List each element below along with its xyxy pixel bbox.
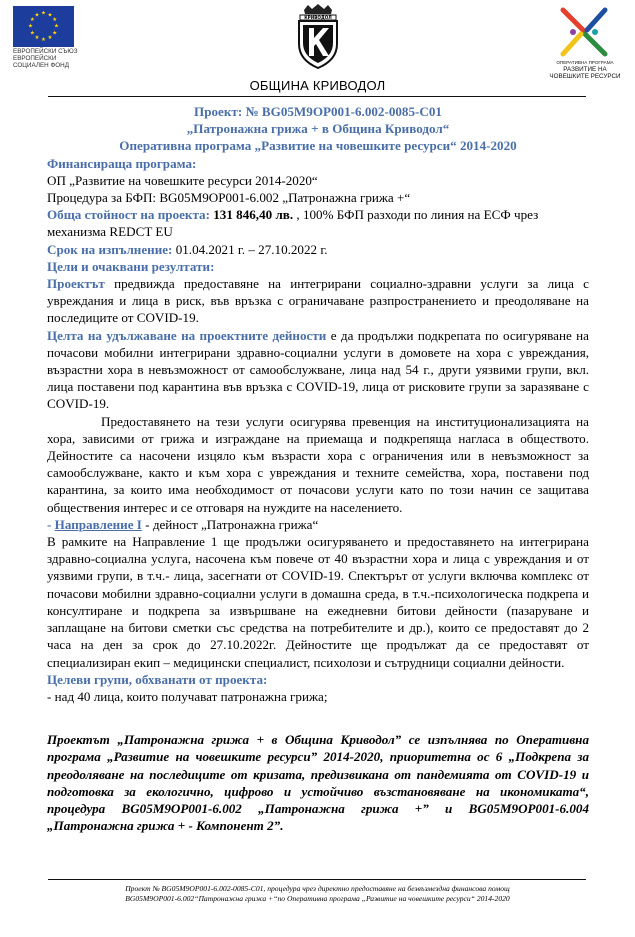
svg-text:★: ★ (29, 17, 35, 23)
svg-text:★: ★ (47, 35, 53, 41)
total-value-label: Обща стойност на проекта: (47, 207, 210, 223)
project-term-value: 01.04.2021 г. – 27.10.2022 г. (172, 241, 328, 257)
svg-text:★: ★ (29, 30, 35, 37)
svg-text:★: ★ (52, 30, 58, 37)
direction-heading (47, 516, 589, 533)
goals-paragraph-1-lead: Проектът (47, 276, 105, 292)
direction-paragraph: В рамките на Направление 1 ще продължи осигуряването и предоставянето на интегрирана здравно-социална услуга, насочена към повече от 40 възрастни хора и лица с увреждания и от уязвими групи, в т.ч.- лица, засегнати от COVID-19. Спектърът от услуги включва комплекс от почасови мобилни здравно-социални услуги в домашна среда, в т.ч.-психологическа подкрепа и консултиране и подкрепа за извършване на ежедневни битови дейности (пазаруване и заплащане на битови сметки със средства на потребителите и др.), които се предоставят до 2 часа на ден за срок до 27.10.2022г. Дейностите ще продължат да се предоставят от специализиран екип – медицински специалист, психолози и сътрудници социални дейности. (47, 534, 589, 670)
svg-text:★: ★ (41, 36, 46, 43)
svg-text:★: ★ (52, 17, 58, 23)
total-value (47, 206, 589, 240)
direction-activity: - дейност „Патронажна грижа“ (141, 516, 319, 532)
direction-label: Направление I (54, 516, 142, 532)
goals-heading: Цели и очаквани резултати: (47, 258, 215, 274)
svg-text:★: ★ (47, 12, 53, 19)
total-value-amount: 131 846,40 лв. (209, 207, 294, 223)
goals-paragraph-2 (47, 327, 589, 413)
project-term-label: Срок на изпълнение: (47, 241, 173, 257)
svg-text:★: ★ (41, 10, 46, 17)
footer-line-1: Проект № BG05M9OP001-6.002-0085-C01, процедура чрез директно предоставяне на безвъзмездна финансова помощ (125, 884, 510, 893)
project-term (47, 241, 589, 258)
footer-line-2: BG05M9OP001-6.002“Патронажна грижа +“по Оперативна програма „Развитие на човешките ресурси“ 2014-2020 (125, 894, 510, 903)
total-value-rest: , 100% БФП разходи по линия на ЕСФ чрез механизма REDCT EU (47, 207, 539, 240)
svg-text:★: ★ (28, 23, 33, 30)
eu-flag-logo (13, 6, 74, 47)
project-name: „Патронажна грижа + в Община Криводол“ (186, 121, 450, 137)
svg-text:КРИВОДОЛ: КРИВОДОЛ (304, 15, 332, 21)
goals-paragraph-1 (47, 275, 589, 327)
human-resources-logo (555, 6, 615, 58)
project-number: Проект: № BG05M9OP001-6.002-0085-C01 (194, 104, 442, 119)
goals-paragraph-1-text: предвижда предоставяне на интегрирани социално-здравни услуги за лица с увреждания и лица в риск, във връзка с ограничаване разпространението и преодоляване на последиците от COVID-19. (47, 276, 589, 326)
goals-paragraph-3: Предоставянето на тези услуги осигурява превенция на институционализацията на хора, зависими от грижа и изграждане на приемаща и подкрепяща нагласа в обществото. Дейностите са насочени изцяло към възрасти хора с ограничения или в невъзможност за самообслужване, както и към хора с увреждания и техните семейства, хора, поставени под карантина, за които има необходимост от почасови услуги като по този начин се защитава обществения интерес и се отговаря на нуждите на населението. (47, 413, 589, 515)
svg-text:★: ★ (54, 23, 59, 30)
footer-divider (48, 879, 586, 880)
page-header (0, 0, 635, 100)
svg-text:★: ★ (34, 35, 40, 41)
goals-paragraph-2-text: е да продължи подкрепата по осигуряване на почасови мобилни интегрирани здравно-социални услуги в домовете на хора с увреждания, възрастни хора в невъзможност от самообслужване, лица над 54 г., други уязвими групи, вкл. лица поставени под карантина във връзка с COVID-19, лица от рисковите групи за заразяване с COVID-19. (47, 327, 589, 412)
eu-logo-text: ЕВРОПЕЙСКИ СЪЮЗ ЕВРОПЕЙСКИ СОЦИАЛЕН ФОНД (13, 48, 78, 69)
project-statement: Проектът „Патронажна грижа + в Община Криводол” се изпълнява по Оперативна програма „Развитие на човешките ресурси” 2014-2020, приоритетна ос 6 „Подкрепа за преодоляване на последиците от кризата, предизвикана от пандемията от COVID-19 и подготовка за екологично, цифрово и устойчиво възстановяване на икономиката“, процедура BG05M9OP001-6.002 „Патронажна грижа +” и BG05M9OP001-6.004 „Патронажна грижа + - Компонент 2”. (47, 732, 589, 834)
programme-name: Оперативна програма „Развитие на човешките ресурси“ 2014-2020 (119, 138, 517, 154)
financing-line-1: ОП „Развитие на човешките ресурси 2014-2020“ (47, 172, 318, 188)
page-footer (40, 884, 595, 904)
target-groups-heading: Целеви групи, обхванати от проекта: (47, 671, 268, 687)
financing-line-2: Процедура за БФП: BG05M9OP001-6.002 „Патронажна грижа +“ (47, 190, 411, 206)
svg-text:★: ★ (34, 12, 40, 19)
header-divider (48, 96, 586, 97)
target-groups-item: - над 40 лица, които получават патронажна грижа; (47, 688, 328, 704)
goals-paragraph-2-lead: Целта на удължаване на проектните дейности (47, 327, 327, 343)
financing-heading: Финансираща програма: (47, 155, 197, 171)
hr-logo-text: ОПЕРАТИВНА ПРОГРАМА РАЗВИТИЕ НА ЧОВЕШКИТЕ РЕСУРСИ (549, 60, 621, 80)
direction-prefix: - (47, 516, 55, 532)
municipality-name: ОБЩИНА КРИВОДОЛ (249, 78, 386, 93)
krivodol-crest-logo (290, 4, 346, 70)
document-body (47, 103, 589, 834)
